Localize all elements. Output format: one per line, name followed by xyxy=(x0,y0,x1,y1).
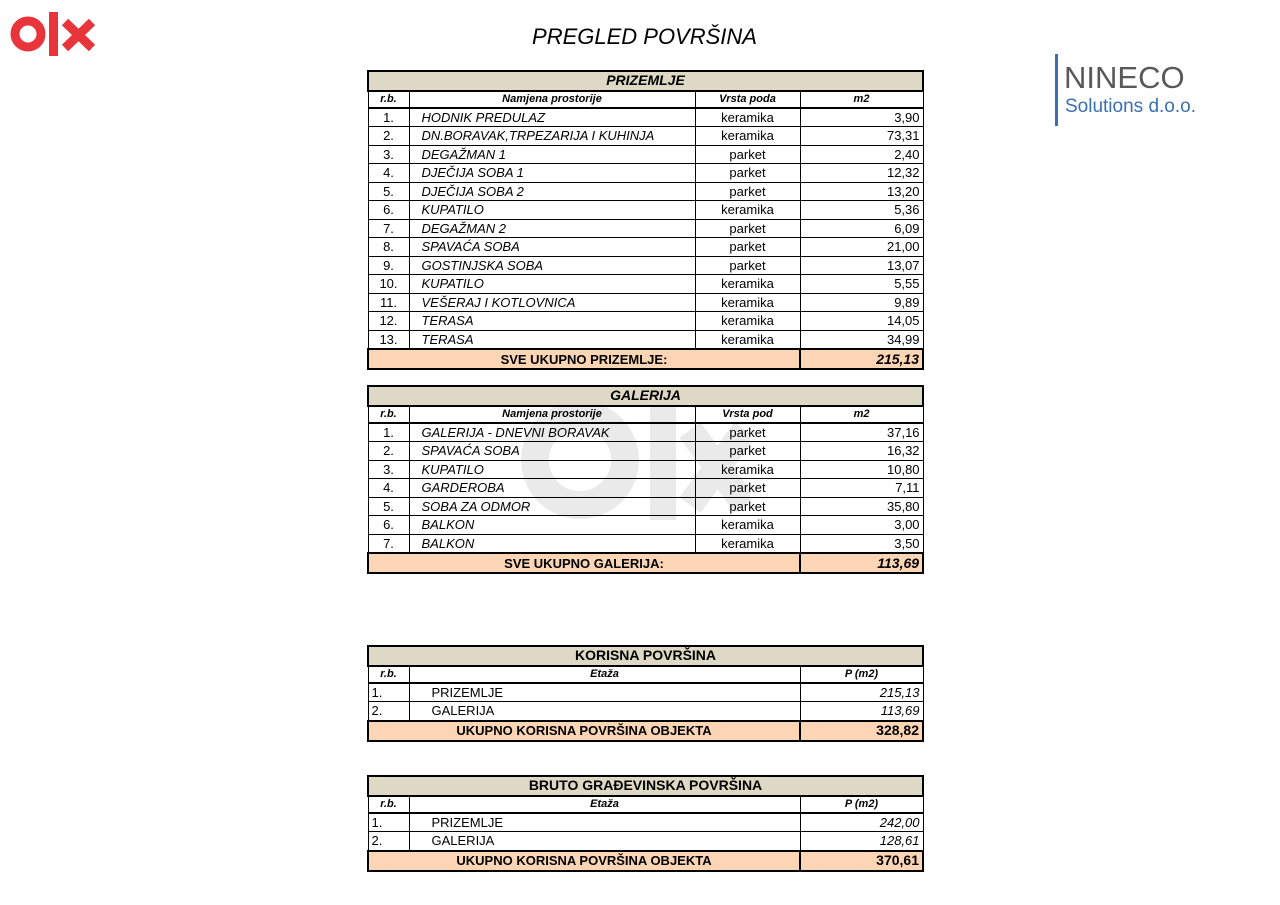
row-number: 2. xyxy=(368,832,409,851)
room-area: 5,55 xyxy=(800,275,923,294)
room-name: HODNIK PREDULAZ xyxy=(409,108,695,127)
table-row xyxy=(368,813,923,832)
floor-name: PRIZEMLJE xyxy=(409,683,800,702)
room-area: 3,00 xyxy=(800,516,923,535)
floor-type: keramika xyxy=(695,516,800,535)
floor-area: 242,00 xyxy=(800,813,923,832)
row-number: 1. xyxy=(368,108,409,127)
room-name: TERASA xyxy=(409,330,695,349)
room-area: 21,00 xyxy=(800,238,923,257)
row-number: 2. xyxy=(368,702,409,721)
table-row xyxy=(368,312,923,331)
total-label: SVE UKUPNO GALERIJA: xyxy=(368,553,800,573)
room-name: KUPATILO xyxy=(409,275,695,294)
row-number: 2. xyxy=(368,442,409,461)
total-row xyxy=(368,553,923,573)
room-name: DEGAŽMAN 2 xyxy=(409,219,695,238)
table-row xyxy=(368,460,923,479)
korisna-povrsina-table xyxy=(367,645,924,742)
room-name: BALKON xyxy=(409,516,695,535)
header-rb: r.b. xyxy=(368,91,409,108)
floor-name: GALERIJA xyxy=(409,702,800,721)
floor-area: 113,69 xyxy=(800,702,923,721)
total-label: UKUPNO KORISNA POVRŠINA OBJEKTA xyxy=(368,851,800,871)
header-namjena: Namjena prostorije xyxy=(409,91,695,108)
header-rb: r.b. xyxy=(368,406,409,423)
row-number: 9. xyxy=(368,256,409,275)
header-etaza: Etaža xyxy=(409,666,800,683)
room-name: SOBA ZA ODMOR xyxy=(409,497,695,516)
galerija-table xyxy=(367,385,924,574)
room-area: 7,11 xyxy=(800,479,923,498)
table-row xyxy=(368,293,923,312)
floor-type: keramika xyxy=(695,275,800,294)
room-name: DJEČIJA SOBA 1 xyxy=(409,164,695,183)
floor-type: keramika xyxy=(695,201,800,220)
table-row xyxy=(368,702,923,721)
table-row xyxy=(368,182,923,201)
total-row xyxy=(368,851,923,871)
row-number: 12. xyxy=(368,312,409,331)
row-number: 5. xyxy=(368,497,409,516)
bruto-header-row xyxy=(368,796,923,813)
row-number: 3. xyxy=(368,460,409,479)
bruto-povrsina-table xyxy=(367,775,924,872)
floor-type: keramika xyxy=(695,127,800,146)
room-area: 3,50 xyxy=(800,534,923,553)
floor-type: keramika xyxy=(695,108,800,127)
room-area: 2,40 xyxy=(800,145,923,164)
floor-type: keramika xyxy=(695,312,800,331)
header-rb: r.b. xyxy=(368,796,409,813)
nineco-logo-name: NINECO xyxy=(1064,60,1185,95)
room-area: 12,32 xyxy=(800,164,923,183)
total-value: 328,82 xyxy=(800,721,923,741)
nineco-logo xyxy=(1055,54,1205,126)
floor-name: PRIZEMLJE xyxy=(409,813,800,832)
header-vrsta-pod: Vrsta pod xyxy=(695,406,800,423)
table-row xyxy=(368,219,923,238)
room-name: SPAVAĆA SOBA xyxy=(409,238,695,257)
row-number: 1. xyxy=(368,813,409,832)
table-row xyxy=(368,145,923,164)
row-number: 10. xyxy=(368,275,409,294)
floor-type: parket xyxy=(695,219,800,238)
room-area: 10,80 xyxy=(800,460,923,479)
room-name: KUPATILO xyxy=(409,460,695,479)
row-number: 5. xyxy=(368,182,409,201)
floor-type: parket xyxy=(695,164,800,183)
prizemlje-header-row xyxy=(368,91,923,108)
total-label: SVE UKUPNO PRIZEMLJE: xyxy=(368,349,800,369)
olx-logo xyxy=(10,10,96,58)
room-area: 9,89 xyxy=(800,293,923,312)
room-area: 73,31 xyxy=(800,127,923,146)
table-row xyxy=(368,127,923,146)
room-area: 5,36 xyxy=(800,201,923,220)
room-area: 3,90 xyxy=(800,108,923,127)
floor-type: parket xyxy=(695,497,800,516)
header-vrsta-poda: Vrsta poda xyxy=(695,91,800,108)
room-area: 35,80 xyxy=(800,497,923,516)
galerija-header-row xyxy=(368,406,923,423)
header-m2: m2 xyxy=(800,91,923,108)
floor-type: parket xyxy=(695,423,800,442)
bruto-title: BRUTO GRAĐEVINSKA POVRŠINA xyxy=(368,776,923,796)
room-area: 37,16 xyxy=(800,423,923,442)
total-row xyxy=(368,349,923,369)
header-p-m2: P (m2) xyxy=(800,796,923,813)
row-number: 7. xyxy=(368,534,409,553)
floor-type: keramika xyxy=(695,534,800,553)
row-number: 3. xyxy=(368,145,409,164)
korisna-title: KORISNA POVRŠINA xyxy=(368,646,923,666)
table-row xyxy=(368,108,923,127)
korisna-header-row xyxy=(368,666,923,683)
room-name: SPAVAĆA SOBA xyxy=(409,442,695,461)
room-name: VEŠERAJ I KOTLOVNICA xyxy=(409,293,695,312)
floor-type: parket xyxy=(695,238,800,257)
room-area: 13,07 xyxy=(800,256,923,275)
row-number: 13. xyxy=(368,330,409,349)
floor-name: GALERIJA xyxy=(409,832,800,851)
room-name: GOSTINJSKA SOBA xyxy=(409,256,695,275)
header-rb: r.b. xyxy=(368,666,409,683)
room-name: TERASA xyxy=(409,312,695,331)
header-p-m2: P (m2) xyxy=(800,666,923,683)
table-row xyxy=(368,330,923,349)
room-name: BALKON xyxy=(409,534,695,553)
floor-type: keramika xyxy=(695,460,800,479)
room-area: 16,32 xyxy=(800,442,923,461)
floor-area: 215,13 xyxy=(800,683,923,702)
total-label: UKUPNO KORISNA POVRŠINA OBJEKTA xyxy=(368,721,800,741)
room-name: DN.BORAVAK,TRPEZARIJA I KUHINJA xyxy=(409,127,695,146)
total-value: 215,13 xyxy=(800,349,923,369)
nineco-logo-subtitle: Solutions d.o.o. xyxy=(1065,96,1196,117)
table-row xyxy=(368,164,923,183)
row-number: 4. xyxy=(368,479,409,498)
total-value: 113,69 xyxy=(800,553,923,573)
table-row xyxy=(368,534,923,553)
nineco-logo-bar xyxy=(1055,54,1058,126)
row-number: 1. xyxy=(368,423,409,442)
header-namjena: Namjena prostorije xyxy=(409,406,695,423)
room-name: DEGAŽMAN 1 xyxy=(409,145,695,164)
table-row xyxy=(368,256,923,275)
table-row xyxy=(368,423,923,442)
room-area: 34,99 xyxy=(800,330,923,349)
total-value: 370,61 xyxy=(800,851,923,871)
table-row xyxy=(368,479,923,498)
table-row xyxy=(368,516,923,535)
row-number: 2. xyxy=(368,127,409,146)
room-name: GALERIJA - DNEVNI BORAVAK xyxy=(409,423,695,442)
table-row xyxy=(368,238,923,257)
floor-type: keramika xyxy=(695,293,800,312)
row-number: 11. xyxy=(368,293,409,312)
table-row xyxy=(368,497,923,516)
table-row xyxy=(368,201,923,220)
prizemlje-title: PRIZEMLJE xyxy=(368,71,923,91)
floor-area: 128,61 xyxy=(800,832,923,851)
room-name: KUPATILO xyxy=(409,201,695,220)
prizemlje-table xyxy=(367,70,924,370)
page-title: PREGLED POVRŠINA xyxy=(532,24,757,49)
total-row xyxy=(368,721,923,741)
floor-type: keramika xyxy=(695,330,800,349)
header-m2: m2 xyxy=(800,406,923,423)
row-number: 7. xyxy=(368,219,409,238)
table-row xyxy=(368,442,923,461)
table-row xyxy=(368,683,923,702)
galerija-title: GALERIJA xyxy=(368,386,923,406)
row-number: 6. xyxy=(368,201,409,220)
floor-type: parket xyxy=(695,442,800,461)
room-area: 6,09 xyxy=(800,219,923,238)
floor-type: parket xyxy=(695,145,800,164)
table-row xyxy=(368,832,923,851)
floor-type: parket xyxy=(695,256,800,275)
row-number: 8. xyxy=(368,238,409,257)
room-area: 14,05 xyxy=(800,312,923,331)
row-number: 6. xyxy=(368,516,409,535)
floor-type: parket xyxy=(695,182,800,201)
row-number: 1. xyxy=(368,683,409,702)
header-etaza: Etaža xyxy=(409,796,800,813)
floor-type: parket xyxy=(695,479,800,498)
table-row xyxy=(368,275,923,294)
row-number: 4. xyxy=(368,164,409,183)
room-area: 13,20 xyxy=(800,182,923,201)
room-name: GARDEROBA xyxy=(409,479,695,498)
room-name: DJEČIJA SOBA 2 xyxy=(409,182,695,201)
